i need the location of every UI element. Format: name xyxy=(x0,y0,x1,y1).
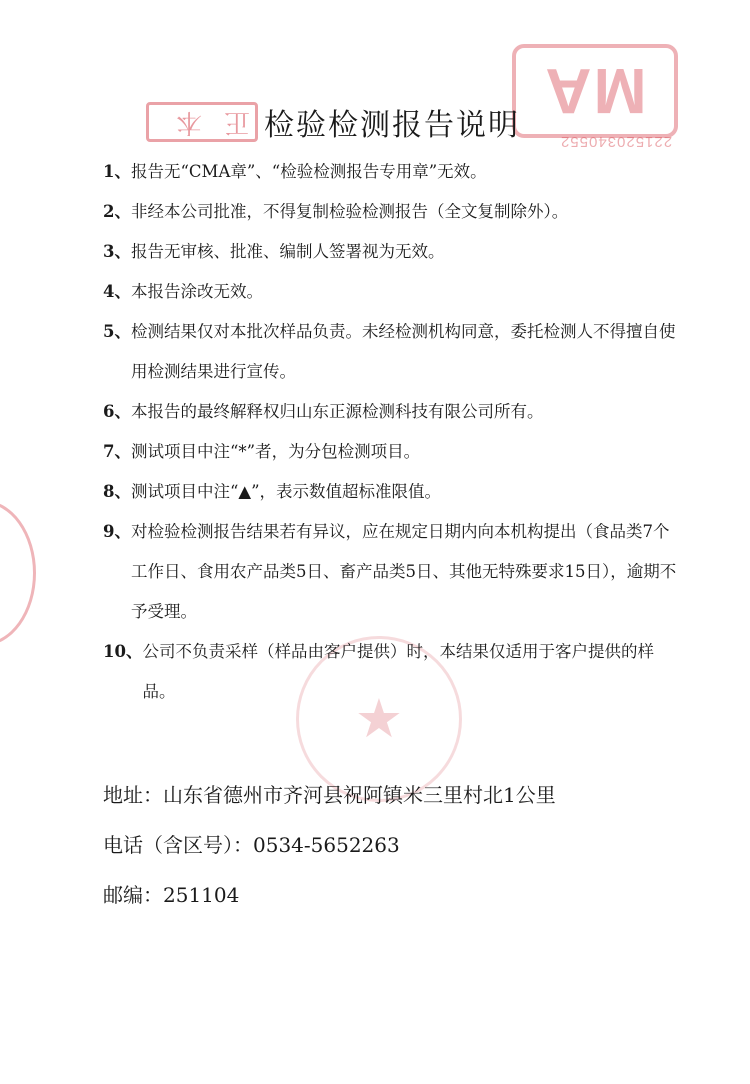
note-item xyxy=(103,312,683,392)
note-item xyxy=(103,632,683,712)
note-item xyxy=(103,152,683,192)
cma-stamp: MA xyxy=(512,44,678,138)
note-text: 报告无“CMA章”、“检验检测报告专用章”无效。 xyxy=(130,162,487,181)
note-number: 8、 xyxy=(103,482,131,501)
note-number: 7、 xyxy=(103,442,131,461)
note-text: 本报告涂改无效。 xyxy=(130,282,263,301)
note-number: 9、 xyxy=(103,522,131,541)
note-text: 测试项目中注“▲”，表示数值超标准限值。 xyxy=(130,482,442,501)
note-number: 2、 xyxy=(103,202,131,221)
note-text: 公司不负责采样（样品由客户提供）时，本结果仅适用于客户提供的样品。 xyxy=(142,642,654,701)
note-item xyxy=(103,192,683,232)
contact-info xyxy=(103,770,556,920)
note-text: 测试项目中注“*”者，为分包检测项目。 xyxy=(130,442,421,461)
note-text: 报告无审核、批准、编制人签署视为无效。 xyxy=(130,242,445,261)
note-number: 3、 xyxy=(103,242,131,261)
edge-seal-stamp xyxy=(0,500,36,646)
note-item xyxy=(103,512,683,632)
note-item xyxy=(103,272,683,312)
phone-line: 电话（含区号）：0534-5652263 xyxy=(103,833,400,857)
note-number: 5、 xyxy=(103,322,131,341)
note-number: 6、 xyxy=(103,402,131,421)
cma-stamp-number: 221520340552 xyxy=(560,133,673,150)
page-title: 检验检测报告说明 xyxy=(264,108,520,143)
address-line: 地址：山东省德州市齐河县祝阿镇米三里村北1公里 xyxy=(103,783,556,807)
note-number: 1、 xyxy=(103,162,131,181)
note-number: 4、 xyxy=(103,282,131,301)
note-text: 对检验检测报告结果若有异议，应在规定日期内向本机构提出（食品类7个工作日、食用农产品类5日、畜产品类5日、其他无特殊要求15日），逾期不予受理。 xyxy=(130,522,677,621)
notes-list xyxy=(103,152,683,712)
note-text: 检测结果仅对本批次样品负责。未经检测机构同意，委托检测人不得擅自使用检测结果进行宣传。 xyxy=(130,322,676,381)
note-number: 10、 xyxy=(103,642,143,661)
company-seal-stamp: ★ xyxy=(296,636,462,802)
note-text: 本报告的最终解释权归山东正源检测科技有限公司所有。 xyxy=(130,402,544,421)
postcode-line: 邮编：251104 xyxy=(103,883,240,907)
note-item xyxy=(103,472,683,512)
note-item xyxy=(103,232,683,272)
note-text: 非经本公司批准，不得复制检验检测报告（全文复制除外）。 xyxy=(130,202,569,221)
note-item xyxy=(103,392,683,432)
note-item xyxy=(103,432,683,472)
original-copy-stamp: 正本 xyxy=(146,102,258,142)
